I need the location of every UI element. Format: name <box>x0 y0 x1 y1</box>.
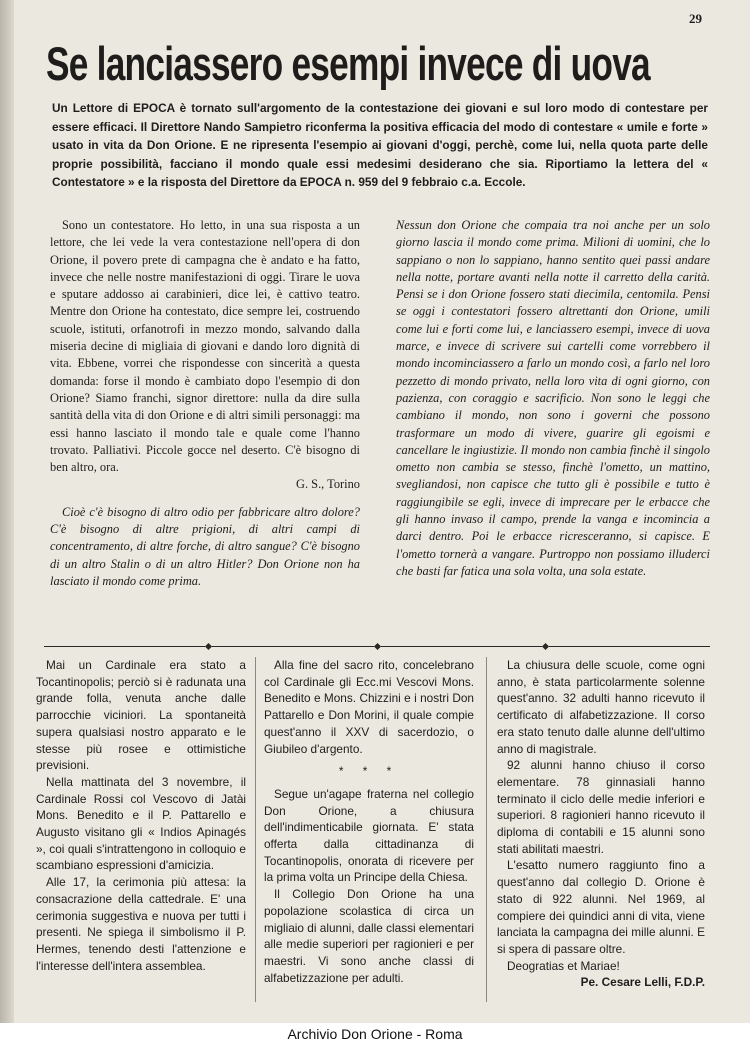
column-rule <box>486 657 487 1002</box>
intro-paragraph: Un Lettore di EPOCA è tornato sull'argomento de la contestazione dei giovani e sul loro modo di contestare per essere efficaci. Il Direttore Nando Sampietro riconferma la positiva efficacia del modo di contestare « umile e forte » usato in vita da Don Orione. E ne ripresenta l'esempio ai giovani d'oggi, perchè, come lui, nella quota parte delle proprie possibilità, facciano il mondo quale essi medesimi desiderano che sia. Riportiamo la lettera del « Contestatore » e la risposta del Direttore da EPOCA n. 959 del 9 febbraio c.a. Eccole. <box>52 101 708 189</box>
headline: Se lanciassero esempi invece di uova <box>46 37 650 90</box>
report-paragraph: Nella mattinata del 3 novembre, il Cardinale Rossi col Vescovo di Jatài Mons. Benedito e il P. Pattarello e Augusto visitano gli « Indios Apinagés », coi quali s'intrattengono in colloquio e scambiano espressioni d'amicizia. <box>36 774 246 873</box>
letter-column <box>50 217 360 590</box>
report-paragraph: 92 alunni hanno chiuso il corso elementare. 78 ginnasiali hanno terminato il ciclo delle medie inferiori e superiori. 8 ragionieri hanno ricevuto il diploma di contabili e 15 alunni sono stati abilitati maestri. <box>497 758 705 856</box>
report-column-2 <box>264 657 474 986</box>
report-paragraph: L'esatto numero raggiunto fino a quest'anno dal collegio D. Orione è stato di 922 alunni. Nel 1969, al compiere dei quindici anni di vita, viene lanciata la campagna dei mille alunni. E si spera di passare oltre. <box>497 858 705 956</box>
report-column-3 <box>497 657 705 991</box>
report-paragraph: Mai un Cardinale era stato a Tocantinopolis; perciò si è radunata una grande folla, venuta anche dalle parrocchie viciniori. La spontaneità supera qualsiasi nostro apparato e le stesse più rosee e ottimistiche previsioni. <box>36 658 246 773</box>
letter-body: Sono un contestatore. Ho letto, in una sua risposta a un lettore, che lei vede la vera contestazione nell'opera di don Orione, il povero prete di campagna che è andato e ha fatto, invece che nelle nostre manifestazioni di oggi. Tirare le uova e sputare addosso ai carabinieri, dice lei, è cattivo teatro. Mentre don Orione ha contestato, dice sempre lei, costruendo scuole, istituti, orfanotrofi in mezzo mondo, salvando dalla miseria decine di migliaia di giovani e dando loro dignità di vita. Ebbene, vorrei che rispondesse con sincerità a questa domanda: forse il mondo è cambiato dopo l'esempio di don Orione? Siamo franchi, signor direttore: nulla da dire sulla santità della vita di don Orione e di altri simili personaggi: ma essi hanno lasciato il mondo tale e quale come l'hanno trovato. Palliativi. Piccole gocce nel deserto. C'è bisogno di ben altro, ora. <box>50 218 360 475</box>
report-signature: Pe. Cesare Lelli, F.D.P. <box>580 975 705 990</box>
report-paragraph: Segue un'agape fraterna nel collegio Don Orione, a chiusura dell'indimenticabile giornata. E' stata offerta dalla cittadinanza di Tocantinopolis, onorata di ricevere per la prima volta un Principe della Chiesa. <box>264 786 474 885</box>
reply-part-2: Nessun don Orione che compaia tra noi anche per un solo giorno lascia il mondo come prima. Milioni di uomini, che lo sappiano o non lo sappiano, hanno sentito quei passi andare nella notte, portare avanti nella notte il carretto della carità. Pensi se i don Orione fossero stati diecimila, centomila. Pensi se oggi i contestatori fossero altrettanti don Orione, umili come lui e forti come lui, e lanciassero esempi, invece di uova marce, e invece di scrivere sui cartelli come vorrebbero il mondo incominciassero a farlo un mondo così, a farlo nel loro pezzetto di mondo privato, nella loro vita di ogni giorno, con pazienza, con coraggio e sacrificio. Non sono le leggi che cambiano il mondo, non sono i governi che possono trasformare un modo di vivere, guarire gli egoismi e cancellare le ingiustizie. Il mondo non cambia finchè il singolo ometto non cambia se stesso, finchè l'ometto, un mattino, svegliandosi, non capisce che tutto gli è possibile e tutto è raggiungibile se egli, invece di imprecare per le erbacce che gli hanno invaso il campo, prende la vanga e incomincia a darci dentro. Poi le erbacce ricresceranno, si capisce. E l'ometto tornerà a vangare. Purtroppo non possiamo illuderci che basti far fatica una sola volta, una sola estate. <box>396 218 710 578</box>
report-column-1 <box>36 657 246 974</box>
report-paragraph: Alla fine del sacro rito, concelebrano col Cardinale gli Ecc.mi Vescovi Mons. Benedito e Mons. Chizzini e i nostri Don Pattarello e Don Morini, il quale compie quest'anno il XXV di sacerdozio, o Giubileo d'argento. <box>264 658 474 756</box>
column-rule <box>255 657 256 1002</box>
archive-label: Archivio Don Orione - Roma <box>0 1023 750 1046</box>
report-paragraph: La chiusura delle scuole, come ogni anno, è stata particolarmente solenne quest'anno. 32 adulti hanno ricevuto il certificato di alfabetizzazione. Il corso era stato tenuto dalle alunne dell'ultimo anno di magistrale. <box>497 658 705 756</box>
letter-signature: G. S., Torino <box>296 477 360 492</box>
page-spine <box>0 0 14 1046</box>
report-paragraph: Il Collegio Don Orione ha una popolazione scolastica di circa un migliaio di alunni, dalle classi elementari alle medie superiori per ragionieri e per maestri. Vi sono anche classi di alfabetizzazione per adulti. <box>264 887 474 985</box>
reply-column <box>396 217 710 580</box>
section-divider <box>44 641 710 651</box>
reply-part-1: Cioè c'è bisogno di altro odio per fabbricare altro dolore? C'è bisogno di altre prigioni, di altri campi di concentramento, di altre forche, di altro sangue? C'è bisogno di un altro Stalin o di un altro Hitler? Don Orione non ha lasciato il mondo come prima. <box>50 504 360 588</box>
asterisk-separator: * * * <box>338 764 400 779</box>
report-paragraph: Alle 17, la cerimonia più attesa: la consacrazione della cattedrale. E' una cerimonia suggestiva e nuova per tutti i presenti. Ne spiega il simbolismo il P. Hermes, tenendo desti l'attenzione e l'interesse dell'intera assemblea. <box>36 875 246 973</box>
report-paragraph: Deogratias et Mariae! <box>507 958 620 973</box>
page-number: 29 <box>689 11 702 26</box>
